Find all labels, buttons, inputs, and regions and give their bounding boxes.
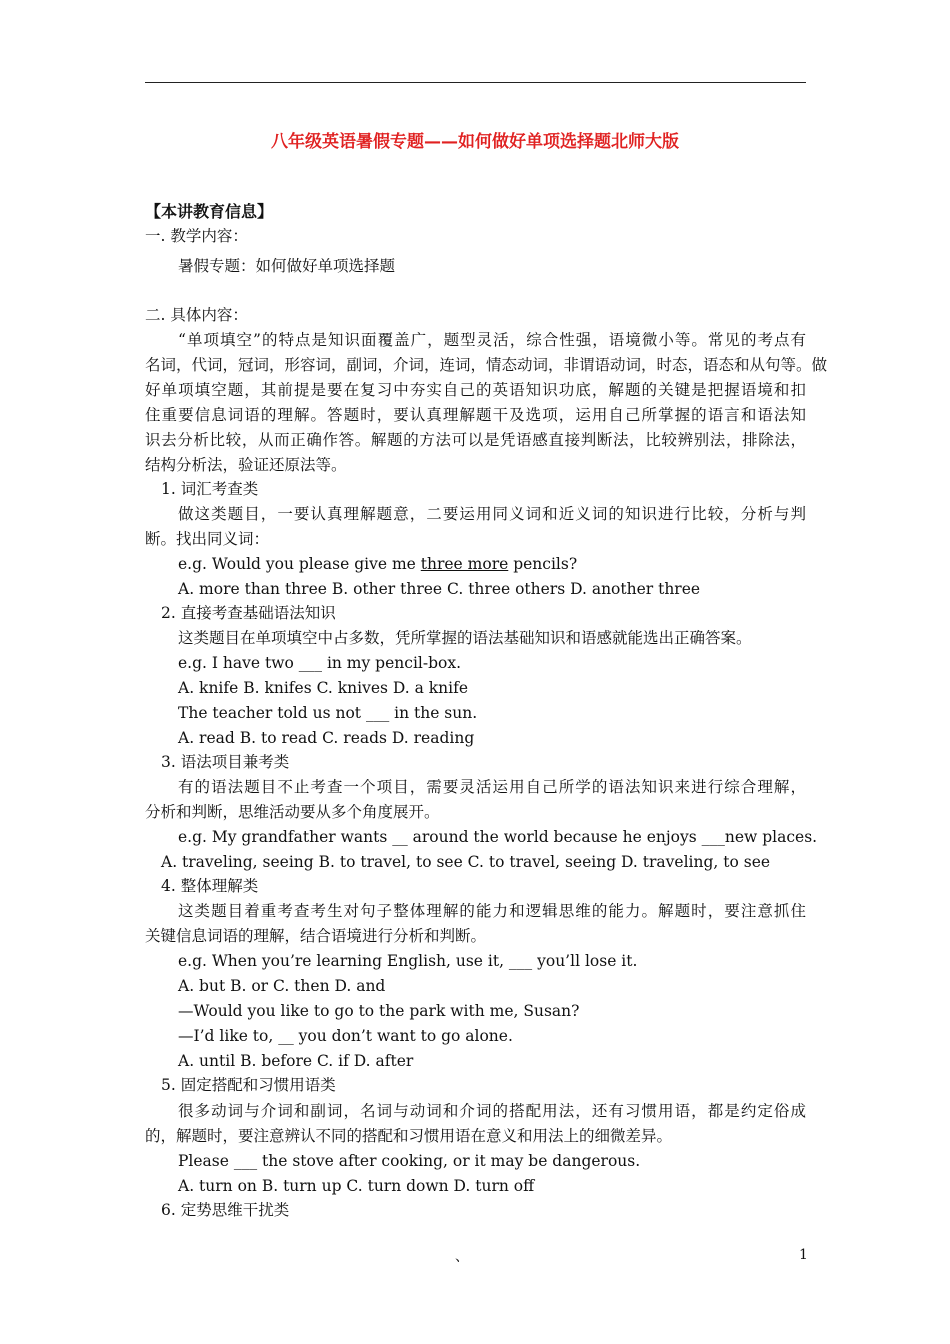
section-2-desc: 这类题目在单项填空中占多数，凭所掌握的语法基础知识和语感就能选出正确答案。 — [178, 629, 752, 647]
section-3-desc: 分析和判断，思维活动要从多个角度展开。 — [145, 803, 440, 821]
footer-mark: 、 — [455, 1249, 469, 1265]
section-5-options: A. turn on B. turn up C. turn down D. turn off — [178, 1177, 535, 1195]
section-2-options-2: A. read B. to read C. reads D. reading — [178, 729, 475, 747]
paragraph-line: 识去分析比较，从而正确作答。解题的方法可以是凭语感直接判断法，比较辨别法，排除法， — [145, 431, 806, 449]
paragraph-line: “单项填空”的特点是知识面覆盖广，题型灵活，综合性强，语境微小等。常见的考点有 — [178, 331, 806, 349]
info-heading: 【本讲教育信息】 — [145, 202, 274, 221]
section-2-example-2: The teacher told us not ___ in the sun. — [178, 704, 478, 722]
section-heading-4: 4. 整体理解类 — [161, 877, 259, 895]
section-5-desc: 很多动词与介词和副词，名词与动词和介词的搭配用法，还有习惯用语，都是约定俗成 — [178, 1102, 806, 1120]
part1-label: 一. 教学内容： — [145, 227, 248, 245]
section-heading-3: 3. 语法项目兼考类 — [161, 753, 290, 771]
section-4-options-2: A. until B. before C. if D. after — [178, 1052, 414, 1070]
section-heading-2: 2. 直接考查基础语法知识 — [161, 604, 336, 622]
section-4-desc: 这类题目着重考查考生对句子整体理解的能力和逻辑思维的能力。解题时，要注意抓住 — [178, 902, 806, 920]
paragraph-line: 结构分析法，验证还原法等。 — [145, 456, 347, 474]
section-3-desc: 有的语法题目不止考查一个项目，需要灵活运用自己所学的语法知识来进行综合理解， — [178, 778, 806, 796]
underlined-phrase: three more — [420, 555, 509, 573]
section-heading-1: 1. 词汇考查类 — [161, 480, 259, 498]
section-3-example: e.g. My grandfather wants __ around the world because he enjoys ___new places. — [178, 828, 818, 846]
section-1-desc: 做这类题目，一要认真理解题意，二要运用同义词和近义词的知识进行比较，分析与判 — [178, 505, 806, 523]
part1-content: 暑假专题：如何做好单项选择题 — [178, 257, 396, 275]
section-3-options: A. traveling, seeing B. to travel, to see C. to travel, seeing D. traveling, to see — [161, 853, 771, 871]
page-number: 1 — [799, 1247, 808, 1263]
section-5-desc: 的，解题时，要注意辨认不同的搭配和习惯用语在意义和用法上的细微差异。 — [145, 1127, 673, 1145]
section-5-example: Please ___ the stove after cooking, or it may be dangerous. — [178, 1152, 641, 1170]
paragraph-line: 好单项填空题，其前提是要在复习中夯实自己的英语知识功底，解题的关键是把握语境和扣 — [145, 381, 806, 399]
section-4-dialog-1: —Would you like to go to the park with me, Susan? — [178, 1002, 580, 1020]
header-rule — [145, 82, 806, 83]
section-heading-5: 5. 固定搭配和习惯用语类 — [161, 1076, 336, 1094]
paragraph-line: 名词，代词，冠词，形容词，副词，介词，连词，情态动词，非谓语动词，时态，语态和从句等。做 — [145, 356, 828, 374]
paragraph-line: 住重要信息词语的理解。答题时，要认真理解题干及选项，运用自己所掌握的语言和语法知 — [145, 406, 806, 424]
example-text: e.g. Would you please give me — [178, 555, 421, 573]
page-title: 八年级英语暑假专题——如何做好单项选择题北师大版 — [271, 132, 679, 152]
section-4-desc: 关键信息词语的理解，结合语境进行分析和判断。 — [145, 927, 487, 945]
section-1-example — [178, 554, 577, 574]
section-1-options: A. more than three B. other three C. three others D. another three — [178, 580, 701, 598]
section-4-example-1: e.g. When you’re learning English, use it, ___ you’ll lose it. — [178, 952, 638, 970]
section-1-desc: 断。找出同义词： — [145, 530, 270, 548]
section-heading-6: 6. 定势思维干扰类 — [161, 1201, 290, 1219]
section-2-options-1: A. knife B. knifes C. knives D. a knife — [178, 679, 469, 697]
section-4-dialog-2: —I’d like to, __ you don’t want to go alone. — [178, 1027, 513, 1045]
part2-label: 二. 具体内容： — [145, 306, 248, 324]
example-text: pencils? — [508, 555, 578, 573]
section-2-example-1: e.g. I have two ___ in my pencil-box. — [178, 654, 462, 672]
section-4-options-1: A. but B. or C. then D. and — [178, 977, 386, 995]
